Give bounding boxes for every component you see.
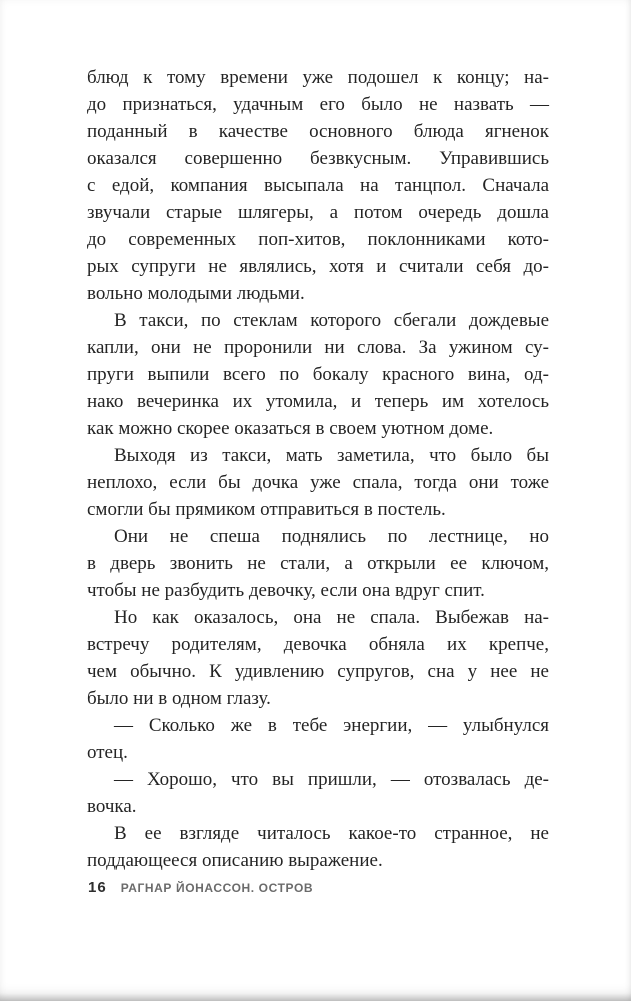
text-line: — Сколько же в тебе энергии, — улыбнулся <box>114 715 549 736</box>
text-line: — Хорошо, что вы пришли, — отозвалась де- <box>114 769 549 790</box>
text-line: Но как оказалось, она не спала. Выбежав на- <box>114 607 549 628</box>
text-line: вочка. <box>87 796 137 817</box>
page-number: 16 <box>88 879 107 896</box>
paragraph <box>87 820 549 874</box>
page-footer <box>88 879 313 896</box>
text-line: до современных поп-хитов, поклонниками кото- <box>87 229 549 250</box>
text-line: пруги выпили всего по бокалу красного вина, од- <box>87 364 549 385</box>
text-line: нако вечеринка их утомила, и теперь им хотелось <box>87 391 549 412</box>
text-line: встречу родителям, девочка обняла их крепче, <box>87 634 549 655</box>
text-line: поддающееся описанию выражение. <box>87 850 383 871</box>
text-line: неплохо, если бы дочка уже спала, тогда они тоже <box>87 472 549 493</box>
text-line: оказался совершенно безвкусным. Управившись <box>87 148 549 169</box>
text-line: вольно молодыми людьми. <box>87 283 305 304</box>
paragraph <box>87 523 549 604</box>
paragraph <box>87 766 549 820</box>
text-line: звучали старые шлягеры, а потом очередь дошла <box>87 202 549 223</box>
text-line: как можно скорее оказаться в своем уютном доме. <box>87 418 494 439</box>
text-line: было ни в одном глазу. <box>87 688 271 709</box>
text-line: смогли бы прямиком отправиться в постель. <box>87 499 446 520</box>
text-line: капли, они не проронили ни слова. За ужином су- <box>87 337 549 358</box>
text-line: В ее взгляде читалось какое-то странное, не <box>114 823 549 844</box>
paragraph <box>87 712 549 766</box>
page-text <box>87 64 549 874</box>
text-line: чтобы не разбудить девочку, если она вдруг спит. <box>87 580 485 601</box>
text-line: в дверь звонить не стали, а открыли ее ключом, <box>87 553 549 574</box>
text-line: Выходя из такси, мать заметила, что было бы <box>114 445 549 466</box>
paragraph <box>87 64 549 307</box>
text-line: В такси, по стеклам которого сбегали дождевые <box>114 310 549 331</box>
text-line: блюд к тому времени уже подошел к концу; на- <box>87 67 549 88</box>
text-line: отец. <box>87 742 128 763</box>
page-edge-shadow <box>0 993 631 1001</box>
text-line: чем обычно. К удивлению супругов, сна у нее не <box>87 661 549 682</box>
text-line: до признаться, удачным его было не назвать — <box>87 94 549 115</box>
paragraph <box>87 307 549 442</box>
running-title: РАГНАР ЙОНАССОН. ОСТРОВ <box>120 881 314 895</box>
paragraph <box>87 442 549 523</box>
text-line: поданный в качестве основного блюда ягненок <box>87 121 549 142</box>
text-line: Они не спеша поднялись по лестнице, но <box>114 526 549 547</box>
text-line: рых супруги не являлись, хотя и считали себя до- <box>87 256 549 277</box>
text-line: с едой, компания высыпала на танцпол. Сначала <box>87 175 549 196</box>
paragraph <box>87 604 549 712</box>
